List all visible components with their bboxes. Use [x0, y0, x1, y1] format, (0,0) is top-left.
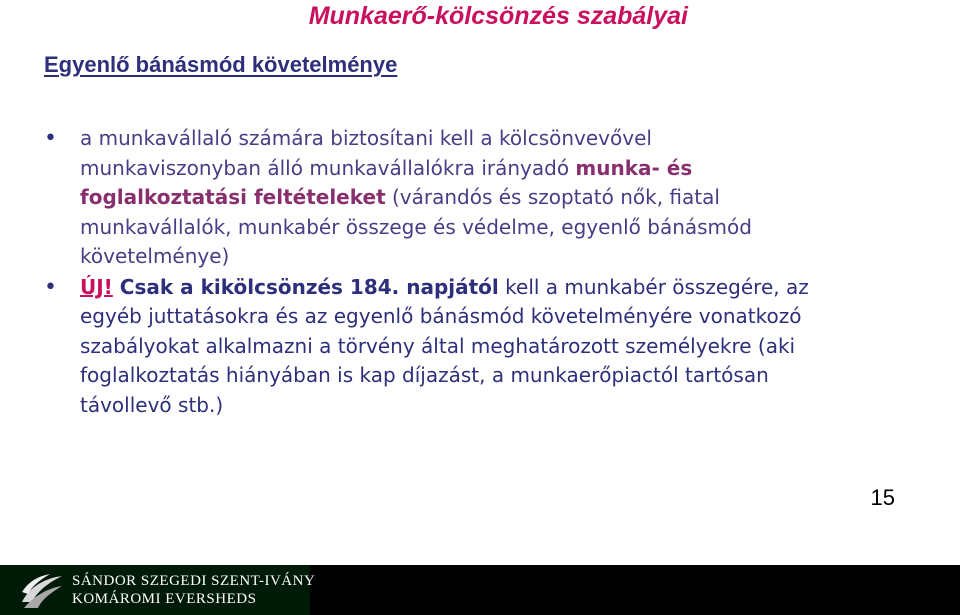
page-number: 15: [870, 485, 895, 510]
slide-title: Munkaerő-kölcsönzés szabályai: [308, 2, 688, 30]
firm-branding: [0, 565, 316, 615]
bullet-text: a munkavállaló számára biztosítani kell a kölcsönvevővel munkaviszonyban álló munkavállalókra irányadó: [80, 126, 652, 180]
swoosh-logo-icon: [20, 572, 64, 610]
firm-name-line2: KOMÁROMI EVERSHEDS: [72, 591, 257, 607]
bullet-text: (várandós és szoptató nők, fiatal munkavállalók, munkabér összege és védelme, egyenlő bánásmód követelménye): [80, 185, 752, 268]
footer-bar: [0, 565, 960, 615]
bullet-text: kell a munkabér összegére, az egyéb juttatásokra és az egyenlő bánásmód követelményére vonatkozó szabályokat alkalmazni a törvény által meghatározott személyekre (aki foglalkoztatás hiányában is kap díjazást, a munkaerőpiactól tartósan távollevő stb.): [80, 274, 809, 417]
section-heading: Egyenlő bánásmód követelménye: [44, 52, 398, 77]
new-label: ÚJ!: [80, 274, 113, 299]
bullet-item-equal-conditions: [44, 124, 834, 272]
firm-name-line1: SÁNDOR SZEGEDI SZENT-IVÁNY: [72, 573, 316, 589]
bullet-highlight: Csak a kikölcsönzés 184. napjától: [112, 274, 499, 299]
bullet-highlight: munka- és foglalkoztatási feltételeket: [80, 155, 693, 209]
bullet-list: [44, 124, 834, 421]
bullet-item-new-rule: [44, 273, 834, 421]
